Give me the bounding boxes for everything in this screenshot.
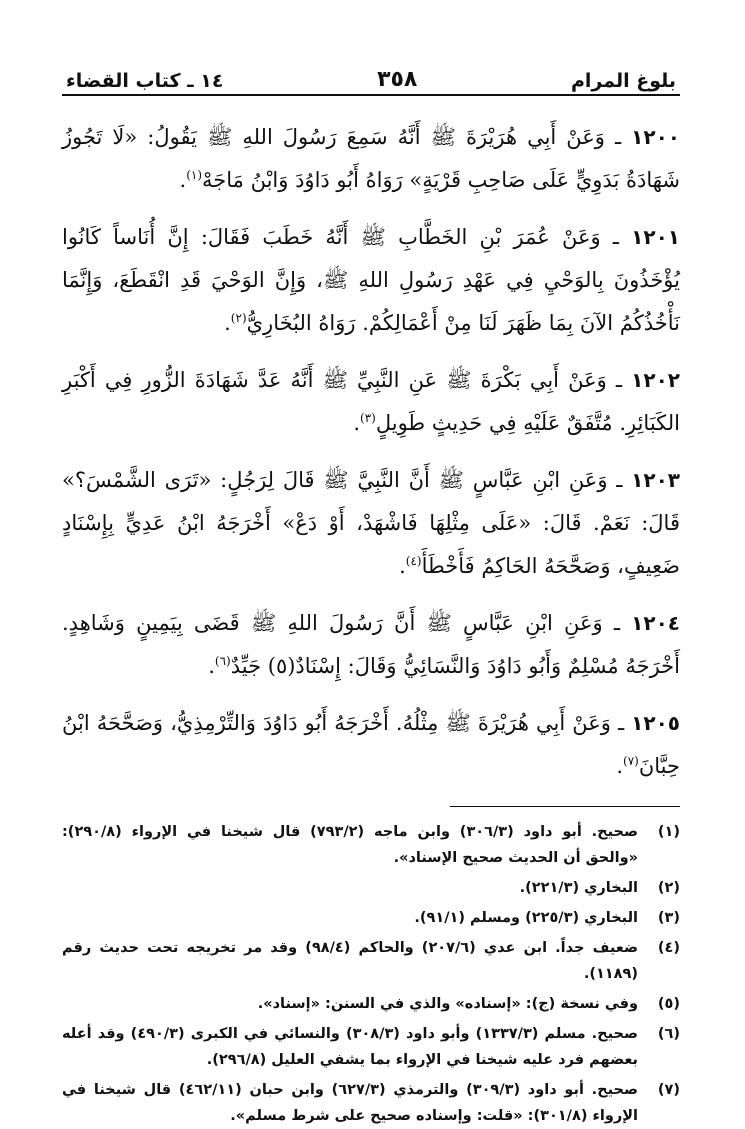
- footnote-number: (٦): [657, 1026, 680, 1042]
- footnote: [62, 819, 680, 871]
- hadith-number: ١٢٠٤: [631, 611, 680, 635]
- footnote-text: البخاري (٢٢٥/٣) ومسلم (٩١/١).: [414, 910, 638, 926]
- hadith-paragraph: ١٢٠٠ ـ وَعَنْ أَبِي هُرَيْرَةَ ﷺ أَنَّهُ سَمِعَ رَسُولَ اللهِ ﷺ يَقُولُ: «لَا تَجُوزُ شَهَادَةُ بَدَوِيٍّ عَلَى صَاحِبِ قَرْيَةٍ» رَوَاهُ أَبُو دَاوُدَ وَابْنُ مَاجَهْ$^{(١)}$.: [62, 125, 680, 192]
- footnote-number: (٣): [657, 910, 680, 926]
- footnotes: [62, 819, 680, 1129]
- hadith-paragraph: ١٢٠٢ ـ وَعَنْ أَبِي بَكْرَةَ ﷺ عَنِ النَّبِيِّ ﷺ أَنَّهُ عَدَّ شَهَادَةَ الزُّورِ فِي أَكْبَرِ الكَبَائِرِ. مُتَّفَقٌ عَلَيْهِ فِي حَدِيثٍ طَوِيلٍ$^{(٣)}$.: [62, 368, 680, 435]
- chapter-title: ١٤ ـ كتاب القضاء: [66, 70, 224, 92]
- footnote-text: ضعيف جداً. ابن عدي (٢٠٧/٦) والحاكم (٩٨/٤) وقد مر تخريجه تحت حديث رقم (١١٨٩).: [62, 940, 638, 982]
- footnote-text: وفي نسخة (ج): «إسناده» والذي في السنن: «إسناد».: [257, 996, 638, 1012]
- footnote: [62, 875, 680, 901]
- hadith-text: ـ وَعَنْ عُمَرَ بْنِ الخَطَّابِ ﷺ أَنَّهُ خَطَبَ فَقَالَ: إِنَّ أُنَاساً كَانُوا يُؤْخَذُونَ بِالوَحْيِ فِي عَهْدِ رَسُولِ اللهِ ﷺ، وَإِنَّ الوَحْيَ قَدِ انْقَطَعَ، وَإِنَّمَا نَأْخُذُكُمُ الآنَ بِمَا ظَهَرَ لَنَا مِنْ أَعْمَالِكُمْ. رَوَاهُ البُخَارِيُّ: [62, 225, 680, 335]
- footnote: [62, 1077, 680, 1129]
- footnote-ref: (٧): [623, 754, 639, 768]
- footnote-ref: (٤): [405, 554, 422, 568]
- footnote: [62, 1021, 680, 1073]
- hadith-number: ١٢٠٣: [631, 468, 680, 492]
- footnote-text: صحيح. أبو داود (٣٠٩/٣) والترمذي (٦٢٧/٣) وابن حبان (٤٦٢/١١) قال شيخنا في الإرواء (٣٠١/٨): «قلت: وإسناده صحيح على شرط مسلم».: [62, 1082, 639, 1124]
- footnote: [62, 905, 680, 931]
- hadith-paragraph: ١٢٠٥ ـ وَعَنْ أَبِي هُرَيْرَةَ ﷺ مِثْلُهُ. أَخْرَجَهُ أَبُو دَاوُدَ وَالتِّرْمِذِيُّ، وَصَحَّحَهُ ابْنُ حِبَّانَ$^{(٧)}$.: [62, 711, 680, 778]
- footnote-number: (١): [657, 824, 680, 840]
- hadith-number: ١٢٠٢: [631, 368, 680, 392]
- page-header: [62, 56, 680, 96]
- footnote-number: (٢): [657, 880, 680, 896]
- footnote: [62, 935, 680, 987]
- hadith-text: ـ وَعَنِ ابْنِ عَبَّاسٍ ﷺ أَنَّ رَسُولَ اللهِ ﷺ قَضَى بِيَمِينٍ وَشَاهِدٍ. أَخْرَجَهُ مُسْلِمٌ وَأَبُو دَاوُدَ وَالنَّسَائِيُّ وَقَالَ: إِسْنَادٌ(٥) جَيِّدٌ: [62, 611, 680, 678]
- footnote-ref: (٢): [230, 311, 247, 325]
- footnote-text: صحيح. مسلم (١٣٣٧/٣) وأبو داود (٣٠٨/٣) والنسائي في الكبرى (٤٩٠/٣) وقد أعله بعضهم فرد عليه شيخنا في الإرواء بما يشفي العليل (٢٩٦/٨).: [62, 1026, 638, 1068]
- hadith-number: ١٢٠١: [631, 225, 680, 249]
- hadith-text: ـ وَعَنِ ابْنِ عَبَّاسٍ ﷺ أَنَّ النَّبِيَّ ﷺ قَالَ لِرَجُلٍ: «تَرَى الشَّمْسَ؟» قَالَ: نَعَمْ. قَالَ: «عَلَى مِثْلِهَا فَاشْهَدْ، أَوْ دَعْ» أَخْرَجَهُ ابْنُ عَدِيٍّ بِإِسْنَادٍ ضَعِيفٍ، وَصَحَّحَهُ الحَاكِمُ فَأَخْطَأَ: [62, 468, 680, 578]
- hadith-text: ـ وَعَنْ أَبِي هُرَيْرَةَ ﷺ أَنَّهُ سَمِعَ رَسُولَ اللهِ ﷺ يَقُولُ: «لَا تَجُوزُ شَهَادَةُ بَدَوِيٍّ عَلَى صَاحِبِ قَرْيَةٍ» رَوَاهُ أَبُو دَاوُدَ وَابْنُ مَاجَهْ: [62, 125, 680, 192]
- page-number: ٣٥٨: [377, 67, 418, 92]
- hadith-paragraph: ١٢٠٣ ـ وَعَنِ ابْنِ عَبَّاسٍ ﷺ أَنَّ النَّبِيَّ ﷺ قَالَ لِرَجُلٍ: «تَرَى الشَّمْسَ؟» قَالَ: نَعَمْ. قَالَ: «عَلَى مِثْلِهَا فَاشْهَدْ، أَوْ دَعْ» أَخْرَجَهُ ابْنُ عَدِيٍّ بِإِسْنَادٍ ضَعِيفٍ، وَصَحَّحَهُ الحَاكِمُ فَأَخْطَأَ$^{(٤)}$.: [62, 468, 680, 578]
- book-page: [62, 56, 680, 1124]
- footnote: [62, 991, 680, 1017]
- hadith-number: ١٢٠٠: [631, 125, 680, 149]
- footnote-text: صحيح. أبو داود (٣٠٦/٣) وابن ماجه (٧٩٣/٢) قال شيخنا في الإرواء (٢٩٠/٨): «والحق أن الحديث صحيح الإسناد».: [62, 824, 639, 866]
- footnote-ref: (٦): [214, 654, 231, 668]
- hadith-text: ـ وَعَنْ أَبِي هُرَيْرَةَ ﷺ مِثْلُهُ. أَخْرَجَهُ أَبُو دَاوُدَ وَالتِّرْمِذِيُّ، وَصَحَّحَهُ ابْنُ حِبَّانَ: [62, 711, 680, 778]
- footnote-number: (٧): [657, 1082, 680, 1098]
- hadith-paragraph: ١٢٠١ ـ وَعَنْ عُمَرَ بْنِ الخَطَّابِ ﷺ أَنَّهُ خَطَبَ فَقَالَ: إِنَّ أُنَاساً كَانُوا يُؤْخَذُونَ بِالوَحْيِ فِي عَهْدِ رَسُولِ اللهِ ﷺ، وَإِنَّ الوَحْيَ قَدِ انْقَطَعَ، وَإِنَّمَا نَأْخُذُكُمُ الآنَ بِمَا ظَهَرَ لَنَا مِنْ أَعْمَالِكُمْ. رَوَاهُ البُخَارِيُّ$^{(٢)}$.: [62, 225, 680, 335]
- footnote-divider: [450, 806, 680, 807]
- hadith-list: [62, 116, 680, 788]
- footnote-ref: (١): [186, 168, 203, 182]
- book-title: بلوغ المرام: [570, 70, 676, 92]
- footnote-number: (٤): [657, 940, 680, 956]
- footnote-text: البخاري (٢٢١/٣).: [519, 880, 638, 896]
- hadith-text: ـ وَعَنْ أَبِي بَكْرَةَ ﷺ عَنِ النَّبِيِّ ﷺ أَنَّهُ عَدَّ شَهَادَةَ الزُّورِ فِي أَكْبَرِ الكَبَائِرِ. مُتَّفَقٌ عَلَيْهِ فِي حَدِيثٍ طَوِيلٍ: [62, 368, 680, 435]
- hadith-paragraph: ١٢٠٤ ـ وَعَنِ ابْنِ عَبَّاسٍ ﷺ أَنَّ رَسُولَ اللهِ ﷺ قَضَى بِيَمِينٍ وَشَاهِدٍ. أَخْرَجَهُ مُسْلِمٌ وَأَبُو دَاوُدَ وَالنَّسَائِيُّ وَقَالَ: إِسْنَادٌ(٥) جَيِّدٌ$^{(٦)}$.: [62, 611, 680, 678]
- footnote-ref: (٣): [360, 411, 376, 425]
- hadith-number: ١٢٠٥: [631, 711, 680, 735]
- footnote-number: (٥): [657, 996, 680, 1012]
